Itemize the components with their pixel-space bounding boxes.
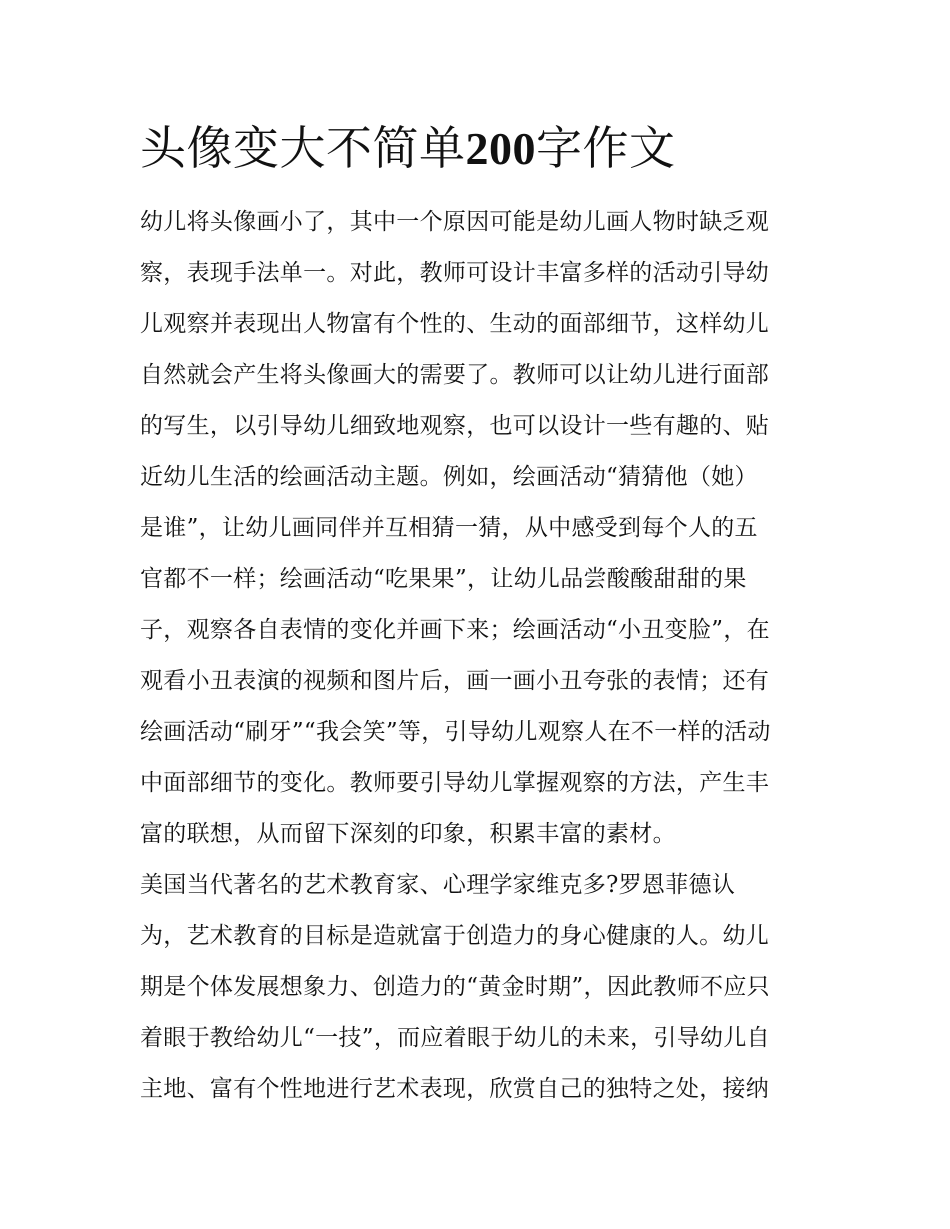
text-line: 主地、富有个性地进行艺术表现，欣赏自己的独特之处，接纳 bbox=[140, 1076, 770, 1102]
text-line: 的写生，以引导幼儿细致地观察，也可以设计一些有趣的、贴 bbox=[140, 413, 770, 439]
text-line: 儿观察并表现出人物富有个性的、生动的面部细节，这样幼儿 bbox=[140, 311, 770, 337]
text-line: 期是个体发展想象力、创造力的“黄金时期”，因此教师不应只 bbox=[140, 974, 770, 1000]
text-line: 中面部细节的变化。教师要引导幼儿掌握观察的方法，产生丰 bbox=[140, 770, 770, 796]
text-line: 近幼儿生活的绘画活动主题。例如，绘画活动“猜猜他（她） bbox=[140, 464, 758, 490]
text-line: 富的联想，从而留下深刻的印象，积累丰富的素材。 bbox=[140, 821, 676, 847]
text-line: 官都不一样；绘画活动“吃果果”，让幼儿品尝酸酸甜甜的果 bbox=[140, 566, 747, 592]
text-line: 是谁”，让幼儿画同伴并互相猜一猜，从中感受到每个人的五 bbox=[140, 515, 758, 541]
page-title bbox=[140, 118, 676, 179]
text-line: 子，观察各自表情的变化并画下来；绘画活动“小丑变脸”，在 bbox=[140, 617, 770, 643]
text-line: 美国当代著名的艺术教育家、心理学家维克多?罗恩菲德认 bbox=[140, 872, 736, 898]
title-suffix: 字作文 bbox=[536, 121, 676, 175]
text-line: 观看小丑表演的视频和图片后，画一画小丑夸张的表情；还有 bbox=[140, 668, 770, 694]
title-prefix: 头像变大不简单 bbox=[140, 121, 466, 175]
text-line: 绘画活动“刷牙”“我会笑”等，引导幼儿观察人在不一样的活动 bbox=[140, 719, 771, 745]
text-line: 幼儿将头像画小了，其中一个原因可能是幼儿画人物时缺乏观 bbox=[140, 209, 770, 235]
text-line: 察，表现手法单一。对此，教师可设计丰富多样的活动引导幼 bbox=[140, 260, 770, 286]
essay-body bbox=[140, 197, 820, 1115]
text-line: 自然就会产生将头像画大的需要了。教师可以让幼儿进行面部 bbox=[140, 362, 770, 388]
text-line: 着眼于教给幼儿“一技”，而应着眼于幼儿的未来，引导幼儿自 bbox=[140, 1025, 770, 1051]
title-number: 200 bbox=[465, 123, 536, 174]
text-line: 为，艺术教育的目标是造就富于创造力的身心健康的人。幼儿 bbox=[140, 923, 770, 949]
